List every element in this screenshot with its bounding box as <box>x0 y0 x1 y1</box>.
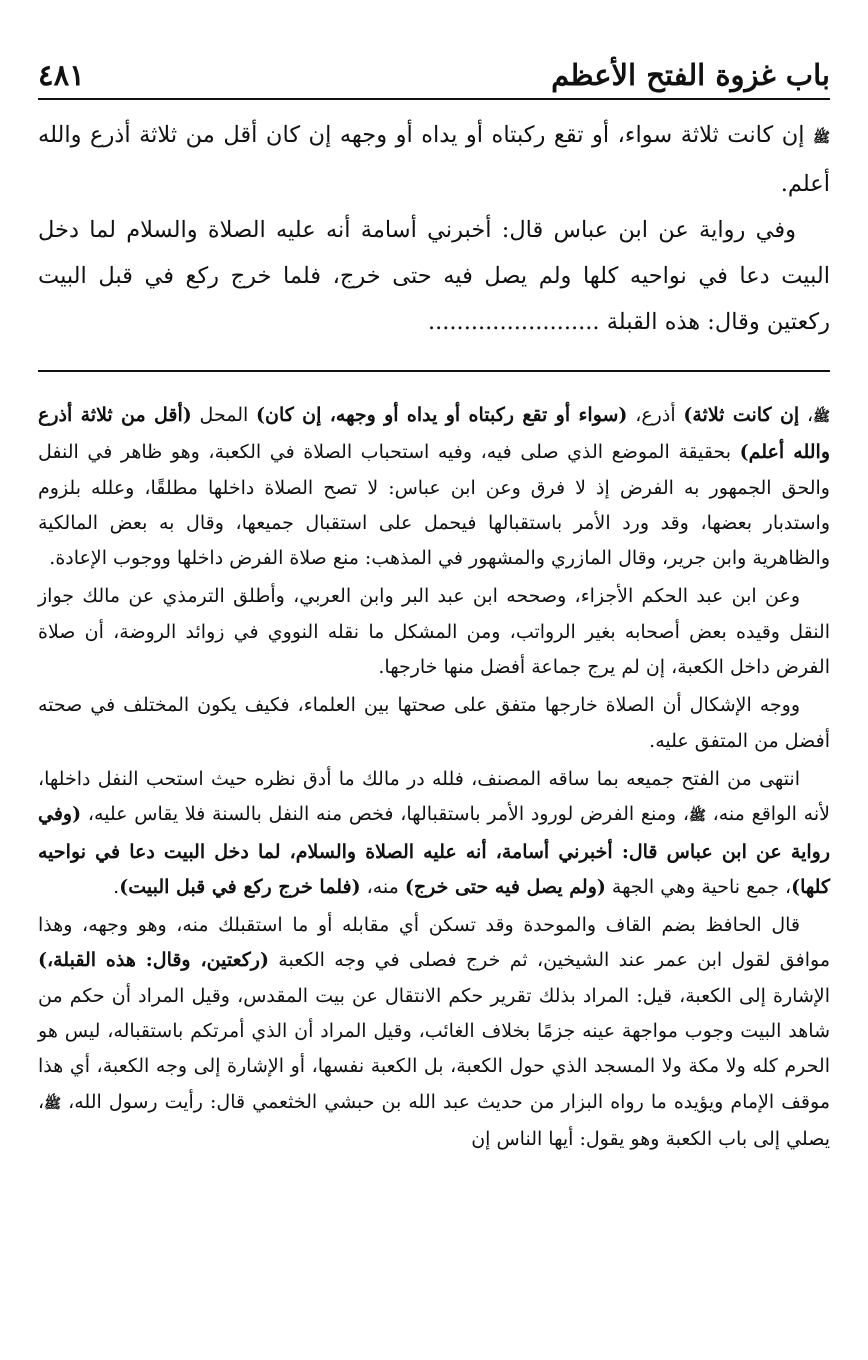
quoted-matn: (ولم يصل فيه حتى خرج) <box>404 875 606 898</box>
commentary <box>38 398 830 1160</box>
text-span: بحقيقة الموضع الذي صلى فيه، وفيه استحباب الصلاة في الكعبة، وهو ظاهر في النفل والحق الجمهور به الفرض إذ لا فرق وعن ابن عباس: لا تصح الصلاة داخلها مطلقًا، وعلله بلزوم واستدبار بعضها، وقد ورد الأمر باستقبالها فيحمل على استقبال جميعها، وقال به بعض المالكية والظاهرية وابن جرير، وقال المازري والمشهور في المذهب: منع صلاة الفرض داخلها ووجوب الإعادة. <box>38 441 830 570</box>
text-span: قال الحافظ بضم القاف والموحدة وقد تسكن أي مقابله أو ما استقبلك منه، وهو وجهه، وهذا موافق لقول ابن عمر عند الشيخين، ثم خرج فصلى في وجه الكعبة <box>38 914 831 972</box>
main-paragraph <box>38 112 830 207</box>
commentary-paragraph: وعن ابن عبد الحكم الأجزاء، وصححه ابن عبد البر وابن العربي، وأطلق الترمذي عن مالك جواز النقل وقيده بعض أصحابه بغير الرواتب، ومن المشكل ما نقله النووي في زوائد الروضة، أن صلاة الفرض داخل الكعبة، إن لم يرج جماعة أفضل منها خارجها. <box>38 585 830 679</box>
quoted-matn: (سواء أو تقع ركبتاه أو يداه أو وجهه، إن كان) <box>256 404 628 426</box>
text-span: أذرع، <box>627 404 684 426</box>
commentary-paragraph: ووجه الإشكال أن الصلاة خارجها متفق على صحتها بين العلماء، فكيف يكون المختلف في صحته أفضل من المتفق عليه. <box>38 694 830 752</box>
quoted-matn: (ركعتين، وقال: هذه القبلة،) <box>38 949 269 972</box>
main-text <box>38 112 830 345</box>
quoted-matn: إن كانت ثلاثة) <box>683 404 800 426</box>
commentary-paragraph <box>38 762 830 905</box>
text-span: الإشارة إلى الكعبة، قيل: المراد بذلك تقرير حكم الانتقال عن بيت المقدس، وقيل المراد أن حكم من شاهد البيت وجوب مواجهة عينه جزمًا بخلاف الغائب، وقيل المراد أن الذي أمرتكم باستقباله، ليس هو الحرم كله ولا مكة ولا المسجد الذي حول الكعبة، بل الكعبة نفسها، أو الإشارة إلى وجه الكعبة، أي هذا موقف الإمام ويؤيده ما رواه البزار من حديث عبد الله بن حبشي الخثعمي قال: رأيت رسول الله، <box>38 984 830 1113</box>
main-text-span: وفي رواية عن ابن عباس قال: أخبرني أسامة أنه عليه الصلاة والسلام لما دخل البيت دعا في نواحيه كلها ولم يصل فيه حتى خرج، فلما خرج ركع في قبل البيت ركعتين وقال: هذه القبلة <box>38 217 830 335</box>
salawat-symbol: ﷺ <box>44 1095 62 1112</box>
text-span: . <box>113 875 120 898</box>
quoted-matn: (فلما خرج ركع في قبل البيت) <box>119 875 361 898</box>
text-span: انتهى من الفتح جميعه بما ساقه المصنف، فلله در مالك ما أدق نظره حيث استحب النفل داخلها، لأنه الواقع منه، <box>38 767 830 826</box>
text-span: ، يصلي إلى باب الكعبة وهو يقول: أيها الناس إن <box>38 1090 830 1150</box>
commentary-paragraph <box>38 398 830 576</box>
commentary-paragraph <box>38 908 830 1157</box>
text-span: ، <box>799 404 814 426</box>
text-span: منه، <box>360 875 405 898</box>
text-span: ، جمع ناحية وهي الجهة <box>605 875 792 898</box>
salawat-symbol: ﷺ <box>813 130 830 146</box>
continuation-dots: ........................ <box>427 309 600 335</box>
main-text-span: إن كانت ثلاثة سواء، أو تقع ركبتاه أو يداه أو وجهه إن كان أقل من ثلاثة أذرع والله أعلم. <box>38 122 830 197</box>
quoted-matn: (أقل من ثلاثة أذرع والله أعلم) <box>38 404 831 464</box>
salawat-symbol: ﷺ <box>688 808 706 825</box>
page-number: ٤٨١ <box>38 58 85 92</box>
chapter-title: باب غزوة الفتح الأعظم <box>551 58 830 92</box>
page-header <box>38 40 830 100</box>
main-paragraph <box>38 207 830 345</box>
text-span: المحل <box>191 404 257 426</box>
section-divider <box>38 370 830 372</box>
quoted-matn: (وفي رواية عن ابن عباس قال: أخبرني أسامة، أنه عليه الصلاة والسلام، لما دخل البيت دعا في نواحيه كلها) <box>38 803 830 898</box>
salawat-symbol: ﷺ <box>813 409 831 425</box>
text-span: ، ومنع الفرض لورود الأمر باستقبالها، فخص منه النفل بالسنة فلا يقاس عليه، <box>81 803 689 826</box>
